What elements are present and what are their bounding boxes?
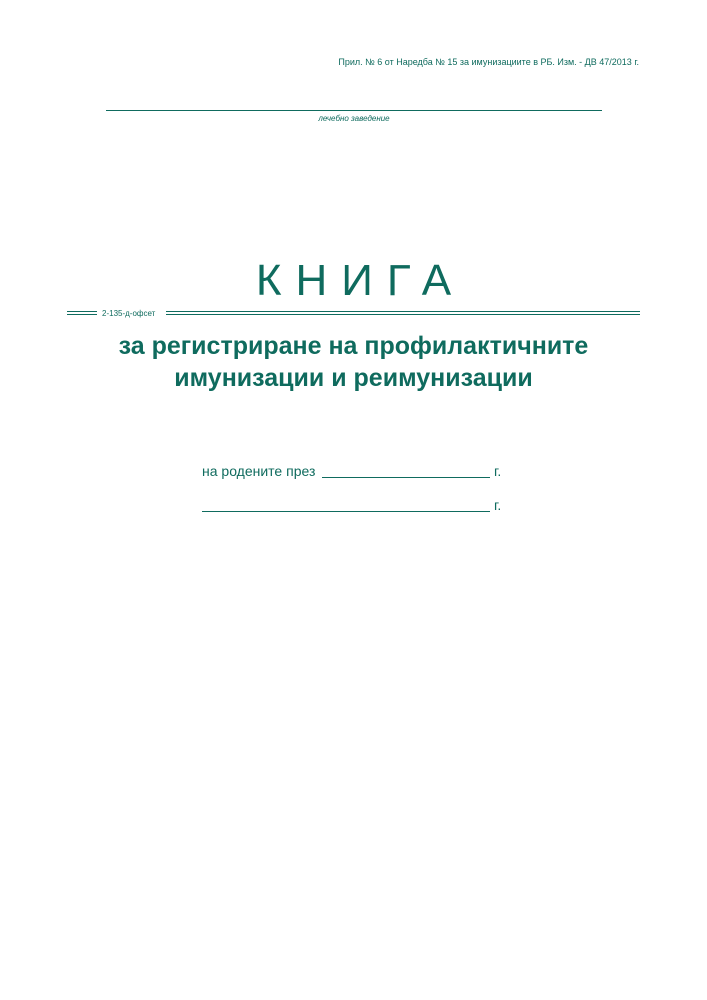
subtitle-line-1: за регистриране на профилактичните [118,332,589,360]
born-in-label: на родените през [202,463,316,479]
form-code: 2-135-д-офсет [102,309,156,318]
regulation-reference-note: Прил. № 6 от Наредба № 15 за имунизациите в РБ. Изм. - ДВ 47/2013 г. [338,57,639,67]
institution-blank-line [106,110,602,111]
birth-year-blank-1 [322,477,490,478]
subtitle-line-2: имунизации и реимунизации [174,364,533,392]
double-rule-right [166,311,640,315]
double-rule-left [67,311,97,315]
book-subtitle [0,330,707,394]
institution-caption: лечебно заведение [318,114,390,123]
book-title: КНИГА [255,256,466,305]
year-suffix-2: г. [494,497,502,513]
birth-year-blank-2 [202,511,490,512]
year-suffix-1: г. [494,463,502,479]
